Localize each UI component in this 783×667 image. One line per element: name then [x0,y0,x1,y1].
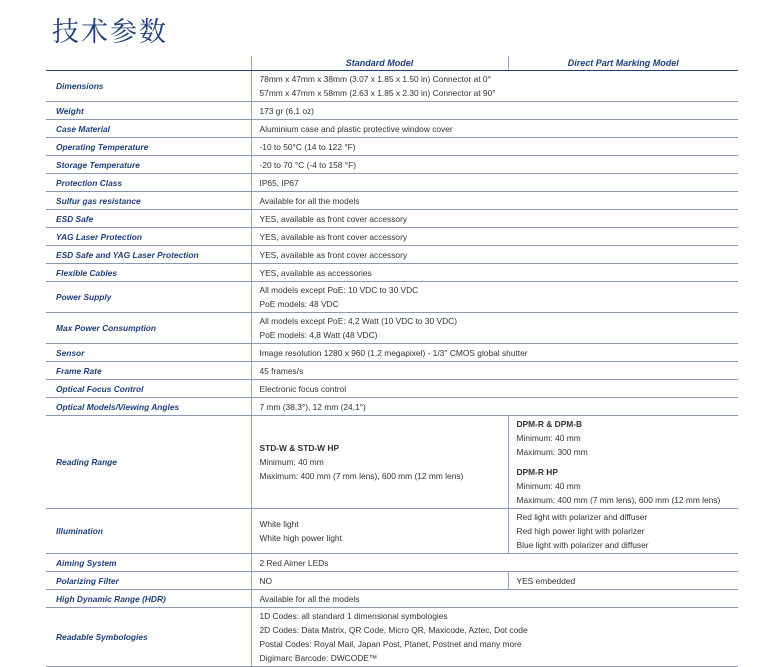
row-yag-laser [46,228,738,246]
row-optical-models [46,398,738,416]
row-value: Electronic focus control [251,380,738,398]
row-value [251,313,738,344]
row-value: YES, available as accessories [251,264,738,282]
row-value: Image resolution 1280 x 960 (1.2 megapixel) - 1/3'' CMOS global shutter [251,344,738,362]
row-frame-rate [46,362,738,380]
row-value-standard [251,416,508,509]
row-label: ESD Safe [46,210,251,228]
row-value-dpm [508,509,738,554]
value-line: All models except PoE: 4,2 Watt (10 VDC to 30 VDC) [259,316,458,326]
subhead: STD-W & STD-W HP [259,443,340,453]
row-readable-symbologies [46,608,738,667]
row-value: 7 mm (38,3°), 12 mm (24,1°) [251,398,738,416]
row-polarizing-filter [46,572,738,590]
row-label: Max Power Consumption [46,313,251,344]
row-label: Frame Rate [46,362,251,380]
row-label: Reading Range [46,416,251,509]
row-label: Weight [46,102,251,120]
row-label: Flexible Cables [46,264,251,282]
value-line: Blue light with polarizer and diffuser [516,540,649,550]
value-line: Maximum: 400 mm (7 mm lens), 600 mm (12 mm lens) [259,471,464,481]
row-label: ESD Safe and YAG Laser Protection [46,246,251,264]
value-line: Digimarc Barcode: DWCODE™ [259,653,378,663]
row-value [251,282,738,313]
value-line: Minimum: 40 mm [516,433,581,443]
row-storage-temperature [46,156,738,174]
row-value: 45 frames/s [251,362,738,380]
value-line: All models except PoE: 10 VDC to 30 VDC [259,285,419,295]
row-esd-safe [46,210,738,228]
row-weight [46,102,738,120]
row-value-dpm [508,416,738,509]
row-value: Available for all the models [251,192,738,210]
row-value: YES, available as front cover accessory [251,210,738,228]
row-value: YES, available as front cover accessory [251,246,738,264]
header-standard-model: Standard Model [251,56,508,71]
row-value-dpm: YES embedded [508,572,738,590]
row-label: Sensor [46,344,251,362]
row-sulfur-gas [46,192,738,210]
row-dimensions [46,71,738,102]
value-line: 1D Codes: all standard 1 dimensional symbologies [259,611,448,621]
row-label: Power Supply [46,282,251,313]
row-value: 173 gr (6,1 oz) [251,102,738,120]
value-line: Minimum: 40 mm [516,481,581,491]
row-value: 2 Red Aimer LEDs [251,554,738,572]
row-sensor [46,344,738,362]
row-value [251,608,738,667]
row-hdr [46,590,738,608]
value-line: Maximum: 300 mm [516,447,588,457]
page-title: 技术参数 [52,17,168,48]
value-line: 2D Codes: Data Matrix, QR Code, Micro QR, Maxicode, Aztec, Dot code [259,625,528,635]
row-label: YAG Laser Protection [46,228,251,246]
row-flexible-cables [46,264,738,282]
row-value: -10 to 50°C (14 to 122 °F) [251,138,738,156]
row-case-material [46,120,738,138]
header-dpm-model: Direct Part Marking Model [508,56,738,71]
row-label: Operating Temperature [46,138,251,156]
value-line: Postal Codes: Royal Mail, Japan Post, Planet, Postnet and many more [259,639,522,649]
row-label: Optical Models/Viewing Angles [46,398,251,416]
row-value [251,71,738,102]
row-label: Aiming System [46,554,251,572]
row-value-standard [251,509,508,554]
header-row [46,56,738,71]
row-value: YES, available as front cover accessory [251,228,738,246]
value-line: White light [259,519,299,529]
row-max-power [46,313,738,344]
row-label: Storage Temperature [46,156,251,174]
row-value: Aluminium case and plastic protective window cover [251,120,738,138]
value-line: Maximum: 400 mm (7 mm lens), 600 mm (12 mm lens) [516,495,721,505]
subhead: DPM-R & DPM-B [516,419,583,429]
value-line: PoE models: 48 VDC [259,299,339,309]
row-label: Readable Symbologies [46,608,251,667]
row-label: Protection Class [46,174,251,192]
row-label: Sulfur gas resistance [46,192,251,210]
header-blank [46,56,251,71]
row-aiming-system [46,554,738,572]
row-protection-class [46,174,738,192]
row-value: Available for all the models [251,590,738,608]
subhead: DPM-R HP [516,467,558,477]
row-power-supply [46,282,738,313]
spec-table [46,56,738,667]
row-value-standard: NO [251,572,508,590]
value-line: Red light with polarizer and diffuser [516,512,648,522]
row-value: -20 to 70 °C (-4 to 158 °F) [251,156,738,174]
row-label: Case Material [46,120,251,138]
value-line: 57mm x 47mm x 58mm (2.63 x 1.85 x 2.30 in) Connector at 90° [259,88,496,98]
value-line: 78mm x 47mm x 38mm (3.07 x 1.85 x 1.50 in) Connector at 0° [259,74,491,84]
row-label: Optical Focus Control [46,380,251,398]
row-illumination [46,509,738,554]
row-value: IP65, IP67 [251,174,738,192]
row-esd-yag [46,246,738,264]
value-line: White high power light [259,533,342,543]
value-line: Minimum: 40 mm [259,457,324,467]
row-label: High Dynamic Range (HDR) [46,590,251,608]
row-operating-temperature [46,138,738,156]
value-line: Red high power light with polarizer [516,526,645,536]
value-line: PoE models: 4,8 Watt (48 VDC) [259,330,378,340]
row-reading-range [46,416,738,509]
row-label: Dimensions [46,71,251,102]
row-optical-focus [46,380,738,398]
row-label: Polarizing Filter [46,572,251,590]
row-label: Illumination [46,509,251,554]
